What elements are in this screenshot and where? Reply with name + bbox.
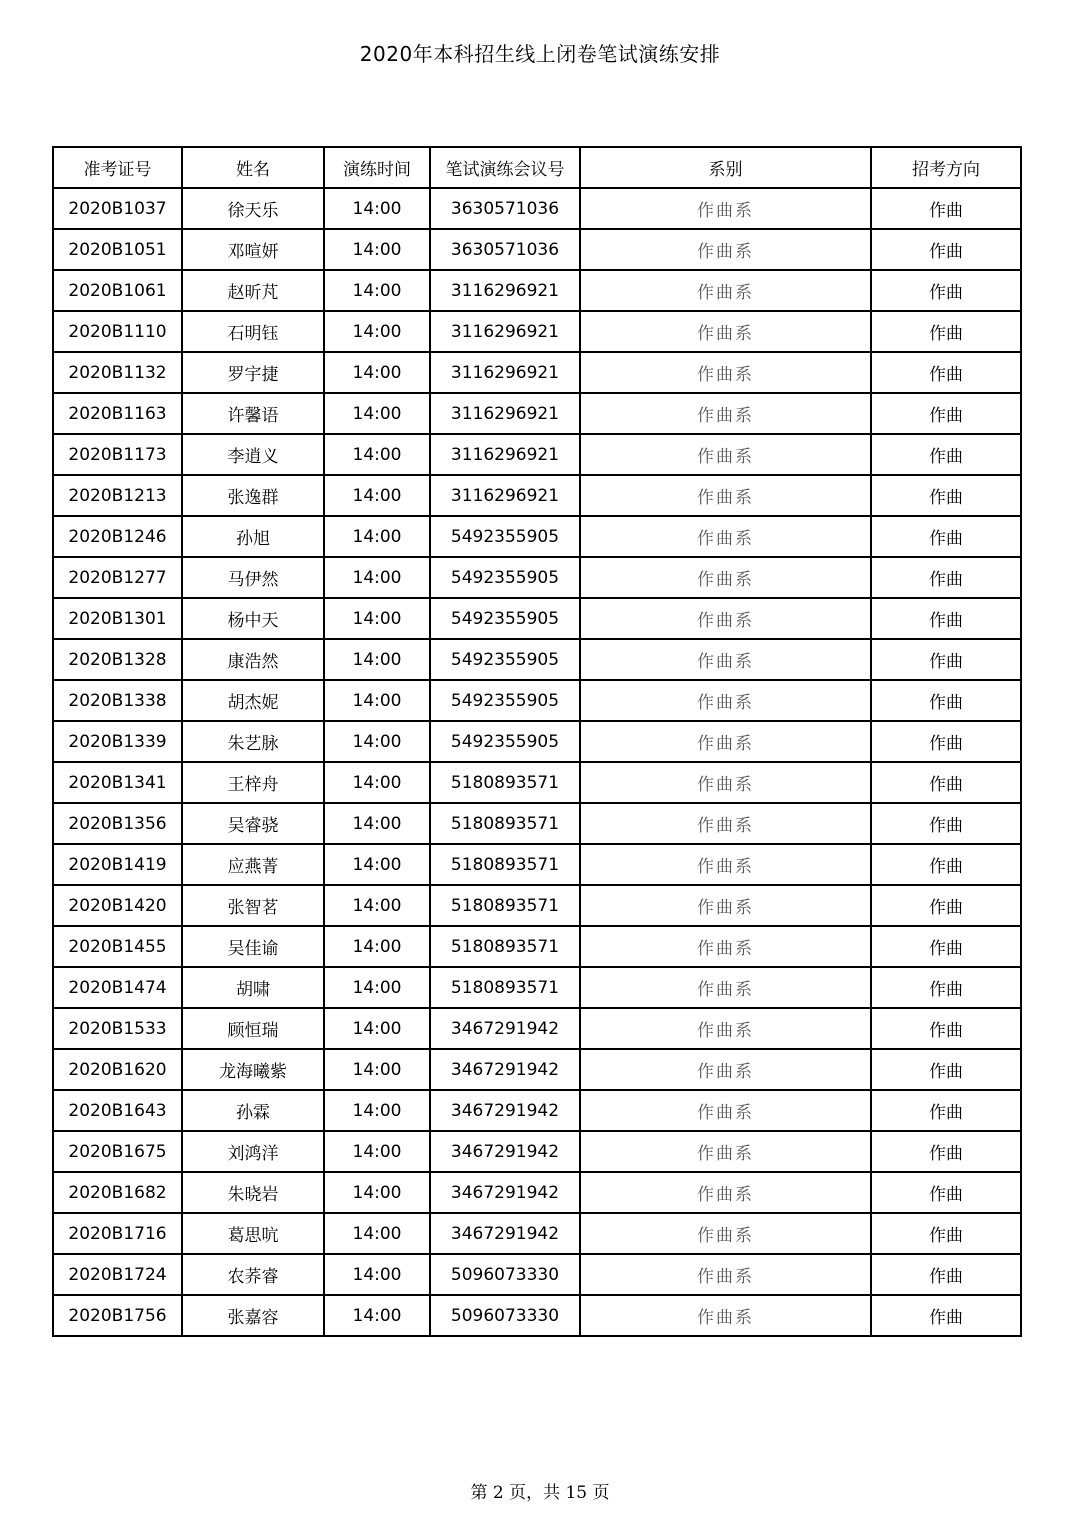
name-cell: 李逍义: [182, 434, 324, 475]
table-row: [53, 1213, 1021, 1254]
name-cell: 吴佳谕: [182, 926, 324, 967]
department-cell: 作曲系: [580, 967, 871, 1008]
meeting-id-cell: 5180893571: [430, 967, 580, 1008]
time-cell: 14:00: [324, 557, 430, 598]
table-row: [53, 885, 1021, 926]
table-row: [53, 557, 1021, 598]
time-cell: 14:00: [324, 1008, 430, 1049]
meeting-id-cell: 5492355905: [430, 598, 580, 639]
name-cell: 龙海曦紫: [182, 1049, 324, 1090]
exam-id-cell: 2020B1643: [53, 1090, 182, 1131]
meeting-id-cell: 5492355905: [430, 516, 580, 557]
table-row: [53, 803, 1021, 844]
page-footer: 第 2 页，共 15 页: [470, 1483, 610, 1503]
meeting-id-cell: 5492355905: [430, 721, 580, 762]
direction-cell: 作曲: [871, 188, 1021, 229]
exam-id-cell: 2020B1356: [53, 803, 182, 844]
exam-id-cell: 2020B1328: [53, 639, 182, 680]
name-cell: 刘鸿洋: [182, 1131, 324, 1172]
exam-id-cell: 2020B1277: [53, 557, 182, 598]
exam-id-cell: 2020B1163: [53, 393, 182, 434]
time-cell: 14:00: [324, 598, 430, 639]
time-cell: 14:00: [324, 1131, 430, 1172]
name-cell: 顾恒瑞: [182, 1008, 324, 1049]
exam-id-cell: 2020B1339: [53, 721, 182, 762]
table-row: [53, 1008, 1021, 1049]
table-row: [53, 1090, 1021, 1131]
department-cell: 作曲系: [580, 434, 871, 475]
meeting-id-cell: 3630571036: [430, 229, 580, 270]
time-cell: 14:00: [324, 270, 430, 311]
department-cell: 作曲系: [580, 557, 871, 598]
header-name: 姓名: [182, 147, 324, 188]
name-cell: 张逸群: [182, 475, 324, 516]
exam-id-cell: 2020B1533: [53, 1008, 182, 1049]
name-cell: 胡啸: [182, 967, 324, 1008]
table-row: [53, 229, 1021, 270]
header-time: 演练时间: [324, 147, 430, 188]
time-cell: 14:00: [324, 475, 430, 516]
table-row: [53, 311, 1021, 352]
direction-cell: 作曲: [871, 1213, 1021, 1254]
time-cell: 14:00: [324, 393, 430, 434]
table-row: [53, 434, 1021, 475]
department-cell: 作曲系: [580, 475, 871, 516]
name-cell: 徐天乐: [182, 188, 324, 229]
time-cell: 14:00: [324, 680, 430, 721]
department-cell: 作曲系: [580, 598, 871, 639]
direction-cell: 作曲: [871, 434, 1021, 475]
department-cell: 作曲系: [580, 393, 871, 434]
table-row: [53, 1172, 1021, 1213]
meeting-id-cell: 5180893571: [430, 926, 580, 967]
exam-id-cell: 2020B1341: [53, 762, 182, 803]
department-cell: 作曲系: [580, 1254, 871, 1295]
meeting-id-cell: 5180893571: [430, 844, 580, 885]
header-meeting-id: 笔试演练会议号: [430, 147, 580, 188]
exam-id-cell: 2020B1338: [53, 680, 182, 721]
meeting-id-cell: 3630571036: [430, 188, 580, 229]
time-cell: 14:00: [324, 1254, 430, 1295]
time-cell: 14:00: [324, 352, 430, 393]
exam-id-cell: 2020B1132: [53, 352, 182, 393]
direction-cell: 作曲: [871, 762, 1021, 803]
time-cell: 14:00: [324, 1049, 430, 1090]
meeting-id-cell: 5180893571: [430, 803, 580, 844]
department-cell: 作曲系: [580, 1090, 871, 1131]
name-cell: 朱晓岩: [182, 1172, 324, 1213]
time-cell: 14:00: [324, 516, 430, 557]
name-cell: 胡杰妮: [182, 680, 324, 721]
exam-id-cell: 2020B1419: [53, 844, 182, 885]
meeting-id-cell: 3467291942: [430, 1213, 580, 1254]
meeting-id-cell: 5180893571: [430, 762, 580, 803]
name-cell: 葛思吭: [182, 1213, 324, 1254]
direction-cell: 作曲: [871, 1090, 1021, 1131]
table-row: [53, 188, 1021, 229]
table-row: [53, 516, 1021, 557]
direction-cell: 作曲: [871, 885, 1021, 926]
time-cell: 14:00: [324, 885, 430, 926]
meeting-id-cell: 3116296921: [430, 475, 580, 516]
time-cell: 14:00: [324, 434, 430, 475]
name-cell: 农荞睿: [182, 1254, 324, 1295]
department-cell: 作曲系: [580, 1131, 871, 1172]
department-cell: 作曲系: [580, 885, 871, 926]
department-cell: 作曲系: [580, 721, 871, 762]
name-cell: 罗宇捷: [182, 352, 324, 393]
time-cell: 14:00: [324, 1172, 430, 1213]
department-cell: 作曲系: [580, 1049, 871, 1090]
name-cell: 吴睿骁: [182, 803, 324, 844]
name-cell: 王梓舟: [182, 762, 324, 803]
exam-id-cell: 2020B1716: [53, 1213, 182, 1254]
department-cell: 作曲系: [580, 229, 871, 270]
exam-id-cell: 2020B1246: [53, 516, 182, 557]
meeting-id-cell: 5492355905: [430, 680, 580, 721]
name-cell: 马伊然: [182, 557, 324, 598]
direction-cell: 作曲: [871, 270, 1021, 311]
department-cell: 作曲系: [580, 1213, 871, 1254]
time-cell: 14:00: [324, 762, 430, 803]
name-cell: 杨中天: [182, 598, 324, 639]
direction-cell: 作曲: [871, 1049, 1021, 1090]
table-row: [53, 926, 1021, 967]
time-cell: 14:00: [324, 229, 430, 270]
name-cell: 张嘉容: [182, 1295, 324, 1336]
meeting-id-cell: 3467291942: [430, 1090, 580, 1131]
department-cell: 作曲系: [580, 639, 871, 680]
time-cell: 14:00: [324, 311, 430, 352]
exam-id-cell: 2020B1420: [53, 885, 182, 926]
meeting-id-cell: 3116296921: [430, 434, 580, 475]
name-cell: 张智茗: [182, 885, 324, 926]
table-row: [53, 352, 1021, 393]
direction-cell: 作曲: [871, 967, 1021, 1008]
department-cell: 作曲系: [580, 926, 871, 967]
name-cell: 许馨语: [182, 393, 324, 434]
exam-id-cell: 2020B1474: [53, 967, 182, 1008]
exam-id-cell: 2020B1061: [53, 270, 182, 311]
exam-id-cell: 2020B1455: [53, 926, 182, 967]
name-cell: 石明钰: [182, 311, 324, 352]
direction-cell: 作曲: [871, 1172, 1021, 1213]
time-cell: 14:00: [324, 926, 430, 967]
department-cell: 作曲系: [580, 516, 871, 557]
direction-cell: 作曲: [871, 803, 1021, 844]
department-cell: 作曲系: [580, 1295, 871, 1336]
name-cell: 应燕菁: [182, 844, 324, 885]
department-cell: 作曲系: [580, 1008, 871, 1049]
direction-cell: 作曲: [871, 721, 1021, 762]
department-cell: 作曲系: [580, 680, 871, 721]
table-row: [53, 639, 1021, 680]
direction-cell: 作曲: [871, 352, 1021, 393]
time-cell: 14:00: [324, 188, 430, 229]
department-cell: 作曲系: [580, 1172, 871, 1213]
meeting-id-cell: 3467291942: [430, 1172, 580, 1213]
exam-id-cell: 2020B1724: [53, 1254, 182, 1295]
table-row: [53, 680, 1021, 721]
header-row: [53, 147, 1021, 188]
direction-cell: 作曲: [871, 516, 1021, 557]
department-cell: 作曲系: [580, 188, 871, 229]
schedule-table: [52, 146, 1022, 1337]
exam-id-cell: 2020B1051: [53, 229, 182, 270]
exam-id-cell: 2020B1110: [53, 311, 182, 352]
table-row: [53, 1254, 1021, 1295]
table-row: [53, 1049, 1021, 1090]
meeting-id-cell: 3467291942: [430, 1008, 580, 1049]
direction-cell: 作曲: [871, 844, 1021, 885]
table-row: [53, 598, 1021, 639]
meeting-id-cell: 5492355905: [430, 639, 580, 680]
meeting-id-cell: 3116296921: [430, 311, 580, 352]
name-cell: 孙旭: [182, 516, 324, 557]
header-direction: 招考方向: [871, 147, 1021, 188]
table-row: [53, 844, 1021, 885]
meeting-id-cell: 3116296921: [430, 393, 580, 434]
department-cell: 作曲系: [580, 270, 871, 311]
exam-id-cell: 2020B1675: [53, 1131, 182, 1172]
table-row: [53, 1131, 1021, 1172]
department-cell: 作曲系: [580, 762, 871, 803]
time-cell: 14:00: [324, 1090, 430, 1131]
table-row: [53, 393, 1021, 434]
name-cell: 孙霖: [182, 1090, 324, 1131]
table-row: [53, 270, 1021, 311]
name-cell: 朱艺脉: [182, 721, 324, 762]
meeting-id-cell: 3467291942: [430, 1131, 580, 1172]
exam-id-cell: 2020B1173: [53, 434, 182, 475]
meeting-id-cell: 3116296921: [430, 352, 580, 393]
header-department: 系别: [580, 147, 871, 188]
meeting-id-cell: 5180893571: [430, 885, 580, 926]
meeting-id-cell: 3467291942: [430, 1049, 580, 1090]
direction-cell: 作曲: [871, 639, 1021, 680]
name-cell: 邓喧妍: [182, 229, 324, 270]
direction-cell: 作曲: [871, 680, 1021, 721]
table-row: [53, 967, 1021, 1008]
time-cell: 14:00: [324, 844, 430, 885]
direction-cell: 作曲: [871, 598, 1021, 639]
exam-id-cell: 2020B1213: [53, 475, 182, 516]
time-cell: 14:00: [324, 803, 430, 844]
time-cell: 14:00: [324, 967, 430, 1008]
header-exam-id: 准考证号: [53, 147, 182, 188]
direction-cell: 作曲: [871, 1254, 1021, 1295]
exam-id-cell: 2020B1037: [53, 188, 182, 229]
direction-cell: 作曲: [871, 1295, 1021, 1336]
direction-cell: 作曲: [871, 1008, 1021, 1049]
page-title: 2020年本科招生线上闭卷笔试演练安排: [359, 42, 721, 66]
exam-id-cell: 2020B1682: [53, 1172, 182, 1213]
direction-cell: 作曲: [871, 393, 1021, 434]
exam-id-cell: 2020B1620: [53, 1049, 182, 1090]
direction-cell: 作曲: [871, 229, 1021, 270]
direction-cell: 作曲: [871, 475, 1021, 516]
name-cell: 康浩然: [182, 639, 324, 680]
meeting-id-cell: 5492355905: [430, 557, 580, 598]
direction-cell: 作曲: [871, 926, 1021, 967]
table-row: [53, 475, 1021, 516]
department-cell: 作曲系: [580, 803, 871, 844]
direction-cell: 作曲: [871, 557, 1021, 598]
department-cell: 作曲系: [580, 844, 871, 885]
name-cell: 赵昕芃: [182, 270, 324, 311]
meeting-id-cell: 5096073330: [430, 1295, 580, 1336]
exam-id-cell: 2020B1756: [53, 1295, 182, 1336]
direction-cell: 作曲: [871, 1131, 1021, 1172]
meeting-id-cell: 3116296921: [430, 270, 580, 311]
exam-id-cell: 2020B1301: [53, 598, 182, 639]
table-row: [53, 721, 1021, 762]
time-cell: 14:00: [324, 639, 430, 680]
table-row: [53, 762, 1021, 803]
time-cell: 14:00: [324, 1295, 430, 1336]
meeting-id-cell: 5096073330: [430, 1254, 580, 1295]
time-cell: 14:00: [324, 721, 430, 762]
department-cell: 作曲系: [580, 311, 871, 352]
direction-cell: 作曲: [871, 311, 1021, 352]
table-row: [53, 1295, 1021, 1336]
department-cell: 作曲系: [580, 352, 871, 393]
time-cell: 14:00: [324, 1213, 430, 1254]
